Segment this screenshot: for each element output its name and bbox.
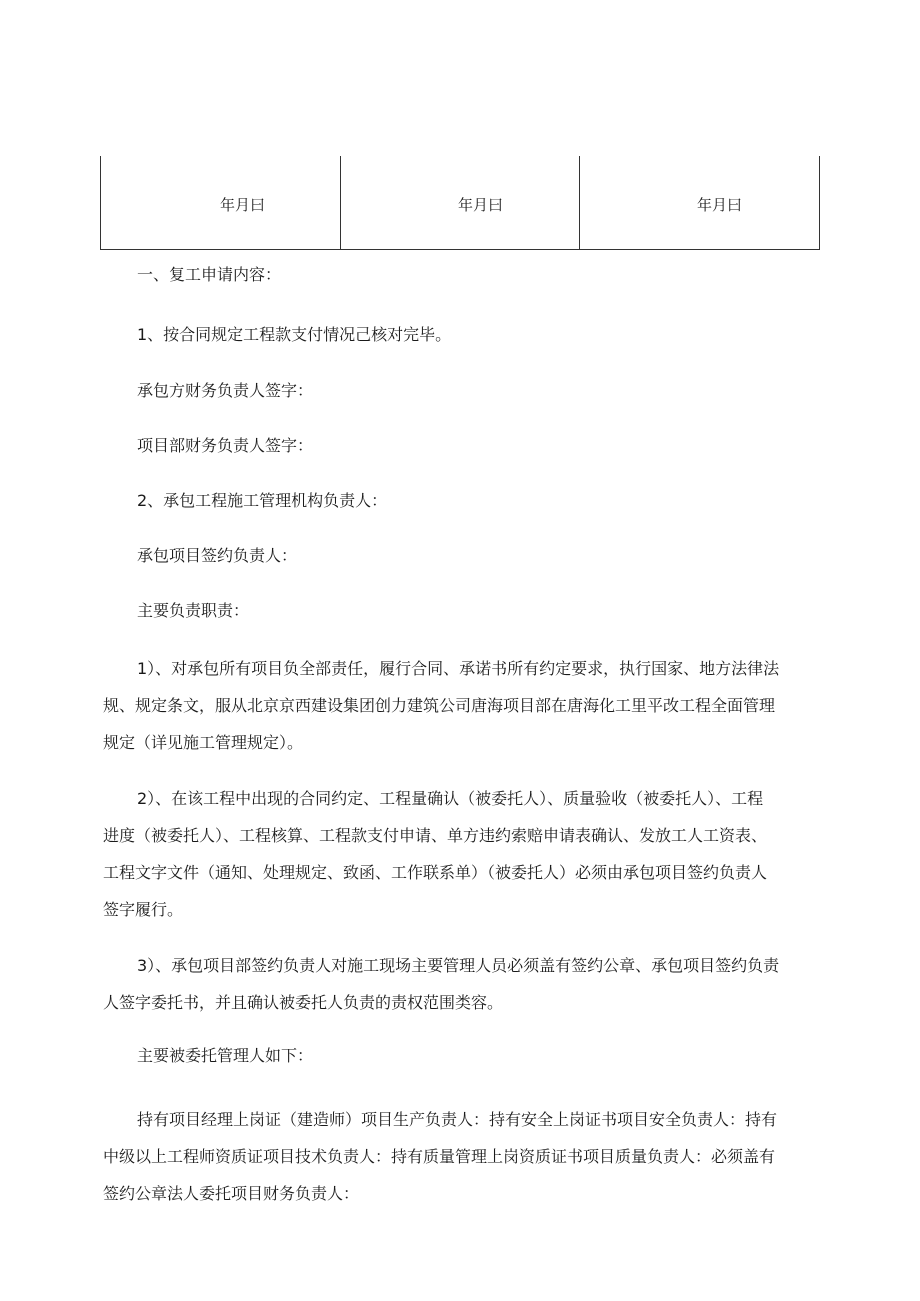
date-cell-1: 年月曰 xyxy=(220,196,266,214)
item-2: 2、承包工程施工管理机构负责人： xyxy=(137,491,388,510)
project-finance-sign-label: 项目部财务负责人签字： xyxy=(137,436,314,455)
delegates-line: 中级以上工程师资质证项目技术负责人：持有质量管理上岗资质证书项目质量负责人：必须盖有 xyxy=(103,1147,776,1166)
duty-2-line: 2）、在该工程中出现的合同约定、工程量确认（被委托人）、质量验收（被委托人）、工程 xyxy=(137,789,764,808)
duty-1-line: 1）、对承包所有项目负全部责任，履行合同、承诺书所有约定要求，执行国家、地方法律法 xyxy=(137,659,780,678)
item-1: 1、按合同规定工程款支付情况己核对完毕。 xyxy=(137,325,452,344)
duty-2-line: 签字履行。 xyxy=(103,900,184,919)
duty-3-line: 人签字委托书，并且确认被委托人负责的责权范围类容。 xyxy=(103,993,504,1012)
main-duties-title: 主要负责职责： xyxy=(137,601,250,620)
date-cell-2: 年月曰 xyxy=(458,196,504,214)
duty-1-line: 规定（详见施工管理规定）。 xyxy=(103,733,304,752)
signature-date-table xyxy=(100,156,820,250)
duty-2-line: 工程文字文件（通知、处理规定、致函、工作联系单）（被委托人）必须由承包项目签约负责人 xyxy=(103,863,768,882)
delegates-title: 主要被委托管理人如下： xyxy=(137,1046,314,1065)
contract-signer-label: 承包项目签约负责人： xyxy=(137,546,298,565)
duty-3-line: 3）、承包项目部签约负责人对施工现场主要管理人员必须盖有签约公章、承包项目签约负责 xyxy=(137,956,780,975)
duty-1-line: 规、规定条文，服从北京京西建设集团创力建筑公司唐海项目部在唐海化工里平改工程全面管理 xyxy=(103,696,776,715)
date-cell-3: 年月曰 xyxy=(697,196,743,214)
duty-2-line: 进度（被委托人）、工程核算、工程款支付申请、单方违约索赔申请表确认、发放工人工资表、 xyxy=(103,826,768,845)
table-divider-2 xyxy=(579,156,580,250)
table-border-bottom xyxy=(100,249,820,250)
table-divider-1 xyxy=(340,156,341,250)
table-border-right xyxy=(819,156,820,250)
contractor-finance-sign-label: 承包方财务负责人签字： xyxy=(137,381,314,400)
delegates-line: 签约公章法人委托项目财务负责人： xyxy=(103,1184,360,1203)
delegates-line: 持有项目经理上岗证（建造师）项目生产负责人：持有安全上岗证书项目安全负责人：持有 xyxy=(137,1110,778,1129)
section-heading: 一、复工申请内容： xyxy=(137,265,282,284)
table-border-left xyxy=(100,156,101,250)
